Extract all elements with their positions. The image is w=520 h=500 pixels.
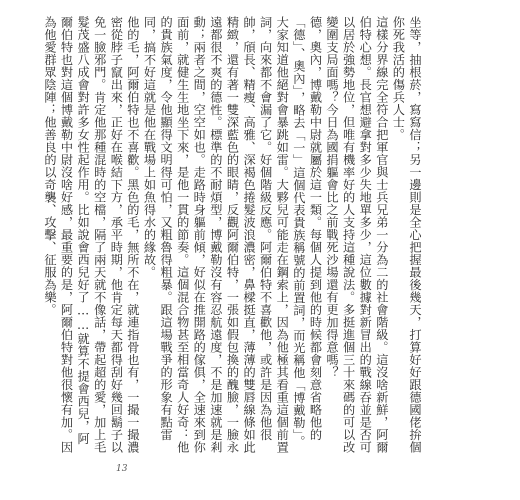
paragraph: 這樣分界線完全符合把軍官與士兵兄弟一分為二的社會階級。這沒啥新鮮，阿爾伯特心想。長官想避拿對多少失地單多少，這位數據對新冒出的戰線吞並是否可以居於強勢地位，但唯有機率好的人支持這種說法。多挺進個三十來碼的可以改變圍支局面嗎？今日為國捐軀會比之前戰死沙場還有更加得意嗎？ [325, 16, 389, 454]
vertical-text-column [42, 16, 423, 456]
paragraph: 坐等，抽根菸，寫寫信；另一邊則是全心把握最後幾天，打算好好跟德國佬拚個你死我活的傷兵人士。 [391, 16, 422, 454]
paragraph: 他的毛，阿爾伯特也不喜歡。黑色的毛，無所不在，就連指骨也有，一撮一撮濃密從脖子竄出來，正好在喉結下方，承平時期，他肯定每天都得刮好幾回鬍子以免一臉邪門。肯定他那種混時的空檔，隔了兩天就不像話，帶起超的愛，加上毛髮茂盛八成會對許多女性起作用。比如說會西兒好了……就算不提會西兒，阿爾伯特也對這個博戴勒中尉沒啥好感，最重要的是，阿爾伯特對他很懷有加。因為他愛群眾陰陣；他善良的以奇襲、攻擊、征服為樂。 [42, 16, 140, 454]
page-number: 13 [116, 464, 128, 474]
paragraph: 德，奧內，博戴勒中尉就屬於這一類。每個人提到他的時候都會刻意省略他的「德」、奧內」，略去「一」這個代表貴族稱號的前置詞，而光稱他「博戴勒」。大家知道他絕對會暴跳如雷。大夥兒可能走在鋼索上，因為他極其看重這個前置詞，向來都不會漏了它。好個階級反應。阿爾伯特不喜歡他，或許是因為他很帥，頎長、精瘦、高雅、深褐色捲髮波浪濃密，鼻樑挺直，薄薄的雙唇線條如此精緻，還有著一雙深藍色的眼睛，反觀阿爾伯特，一張如假包換的醜臉，一臉永遠都很不爽的德性。標準的不耐煩型，博戴勒沒有容忍航遠度，不是加速就是剎動；兩者之間，空空如也。走路時身軀前傾，好似在推開路的傢俱，全速來到你面前，就健生生地坐下來，是他一貫的節奏。這個混合物甚至相當奇人好奇：他的貴族氣度，令他顯得文明得可怕，又粗魯得粗暴。跟這場戰爭的形象有點雷同，搞不好這就是他在戰場上如魚得水的緣故。 [142, 16, 323, 454]
